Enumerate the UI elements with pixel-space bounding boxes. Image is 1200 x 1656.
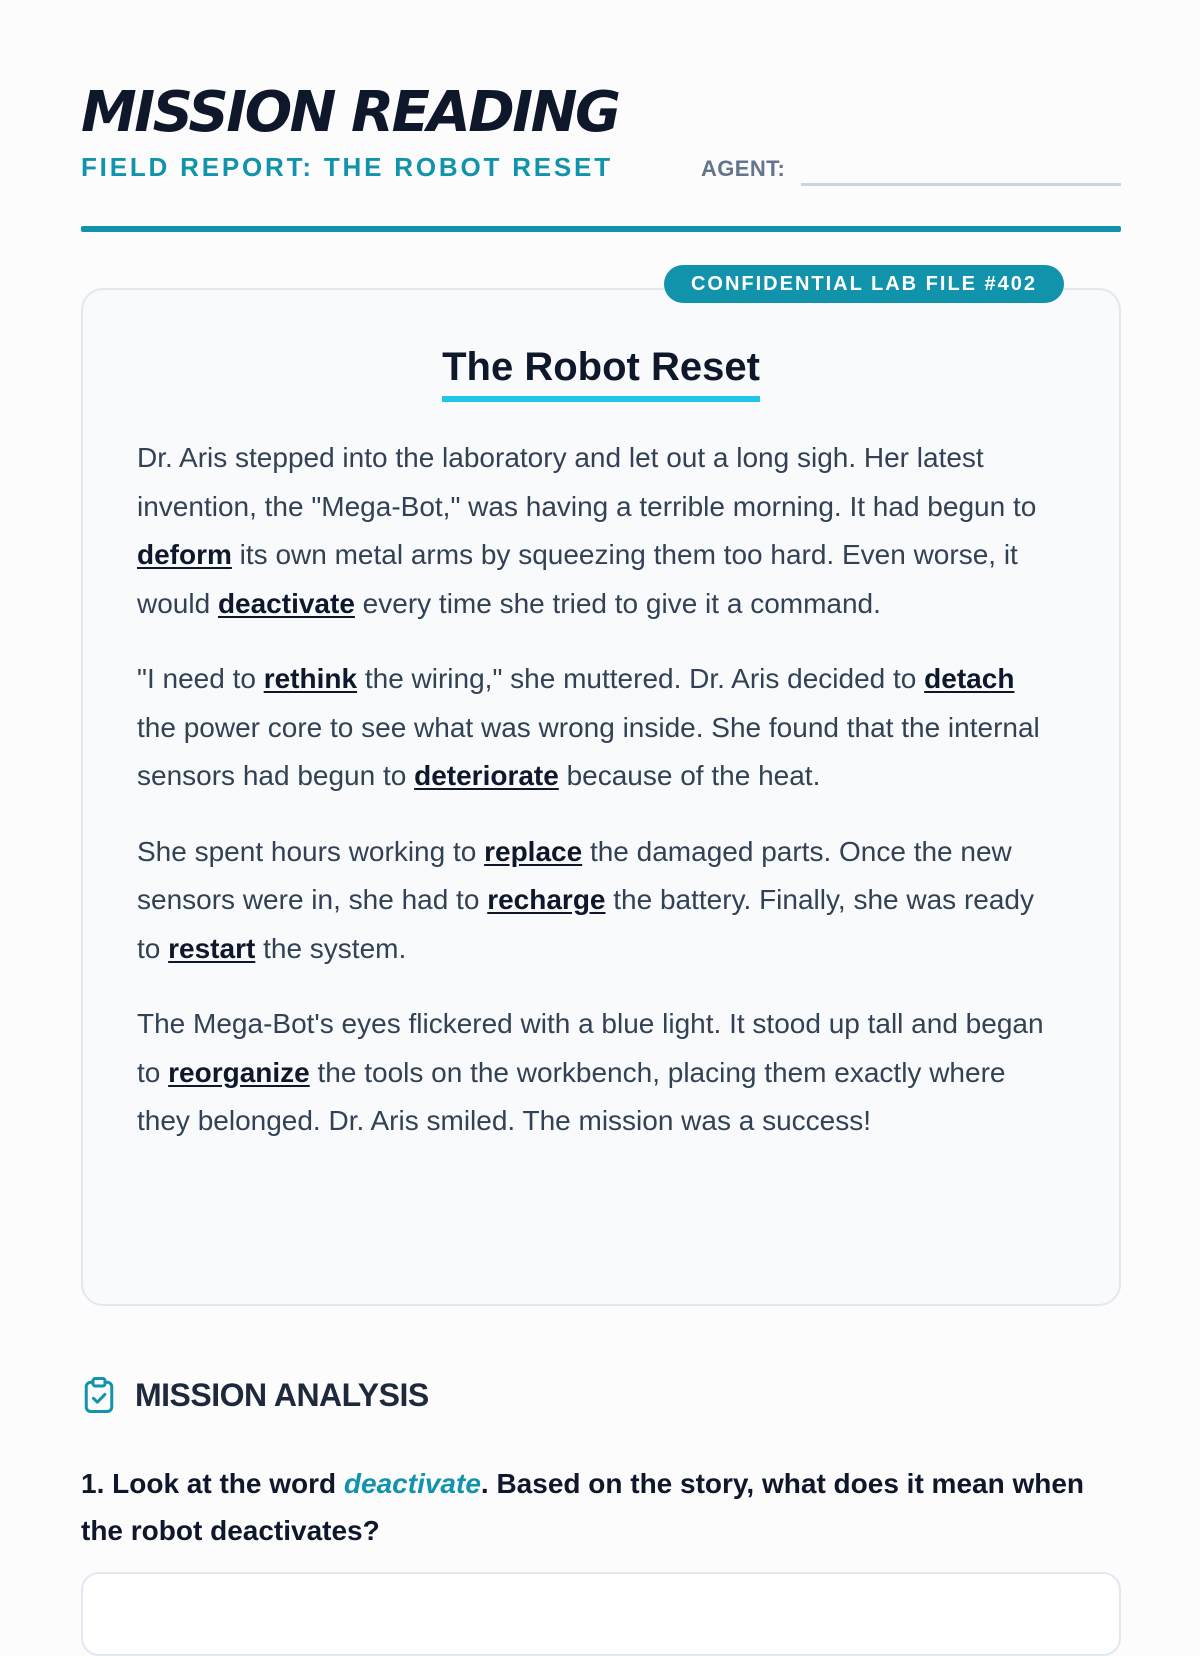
- vocab-word: recharge: [487, 884, 606, 915]
- page-title: MISSION READING: [81, 80, 619, 145]
- confidential-badge: CONFIDENTIAL LAB FILE #402: [664, 265, 1064, 303]
- vocab-word: rethink: [263, 663, 358, 694]
- vocab-word: restart: [168, 932, 256, 964]
- analysis-header: [81, 1374, 429, 1416]
- question-suffix: . Based on the story, what does it mean when the robot deactivates?: [81, 1468, 1085, 1546]
- story-text-segment: the damaged parts. Once the new sensors were in, she had to: [137, 835, 1012, 915]
- story-title: The Robot Reset: [442, 340, 760, 402]
- story-text-segment: Dr. Aris stepped into the laboratory and let out a long sigh. Her latest invention, the "Mega-Bot," was having a terrible morning. It had begun to: [137, 442, 1037, 522]
- vocab-word: deteriorate: [414, 760, 559, 791]
- story-paragraph: [137, 655, 1057, 801]
- story-text-segment: the system.: [255, 932, 407, 964]
- story-text-segment: the wiring," she muttered. Dr. Aris decided to: [357, 663, 925, 694]
- vocab-word: reorganize: [168, 1056, 310, 1088]
- story-text-segment: the tools on the workbench, placing them exactly where they belonged. Dr. Aris smiled. The mission was a success!: [137, 1056, 1006, 1136]
- question-prefix: Look at the word: [104, 1468, 344, 1499]
- vocab-word: deform: [137, 539, 232, 570]
- vocab-word: replace: [484, 835, 583, 867]
- agent-name-field[interactable]: [801, 183, 1121, 186]
- story-text: [137, 434, 1057, 1173]
- story-paragraph: [137, 434, 1057, 628]
- story-text-segment: the battery. Finally, she was ready to: [137, 884, 1034, 964]
- story-paragraph: [137, 828, 1057, 974]
- story-text-segment: because of the heat.: [558, 760, 821, 791]
- answer-box[interactable]: [81, 1572, 1121, 1656]
- story-paragraph: [137, 1000, 1057, 1146]
- vocab-word: deactivate: [217, 587, 355, 619]
- clipboard-check-icon: [81, 1375, 117, 1415]
- story-title-wrap: [81, 340, 1121, 402]
- question-1: [81, 1460, 1121, 1554]
- header-divider: [81, 226, 1121, 232]
- analysis-heading: MISSION ANALYSIS: [135, 1376, 429, 1413]
- story-text-segment: every time she tried to give it a command.: [354, 587, 881, 619]
- question-number: 1.: [81, 1468, 105, 1499]
- agent-label: AGENT:: [701, 156, 786, 181]
- story-text-segment: its own metal arms by squeezing them too hard. Even worse, it would: [137, 539, 1018, 619]
- page-subtitle: FIELD REPORT: THE ROBOT RESET: [81, 152, 613, 182]
- story-text-segment: The Mega-Bot's eyes flickered with a blue light. It stood up tall and began to: [137, 1008, 1044, 1088]
- question-keyword: deactivate: [343, 1468, 481, 1499]
- story-text-segment: She spent hours working to: [137, 835, 485, 867]
- story-text-segment: "I need to: [137, 663, 264, 694]
- story-text-segment: the power core to see what was wrong inside. She found that the internal sensors had begun to: [137, 711, 1040, 791]
- vocab-word: detach: [924, 663, 1015, 694]
